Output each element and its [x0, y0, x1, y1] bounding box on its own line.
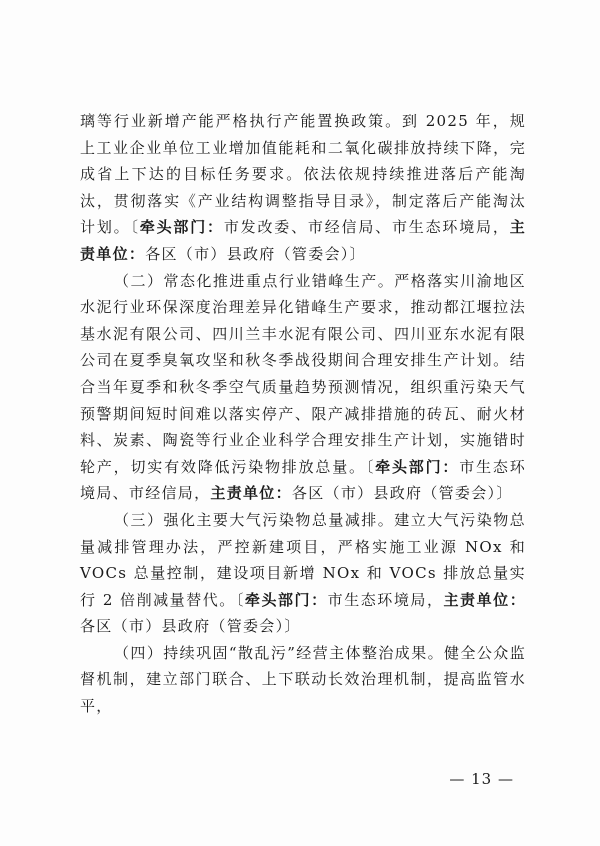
- bold-label: 牵头部门：: [244, 590, 328, 609]
- paragraph-4: [80, 640, 526, 720]
- paragraph-text: （二）常态化推进重点行业错峰生产。严格落实川渝地区水泥行业环保深度治理差异化错峰生产要求，推动都江堰拉法基水泥有限公司、四川兰丰水泥有限公司、四川亚东水泥有限公司在夏季臭氧攻坚和秋冬季战役期间合理安排生产计划。结合当年夏季和秋冬季空气质量趋势预测情况，组织重污染天气预警期间短时间难以落实停产、限产减排措施的砖瓦、耐火材料、炭素、陶瓷等行业企业科学合理安排生产计划，实施错时轮产，切实有效降低污染物排放总量。〔: [80, 271, 526, 476]
- paragraph-text: 市生态环境局，: [327, 590, 444, 609]
- paragraph-text: 市生态环境局、市经信局，: [80, 457, 526, 503]
- document-body: [80, 108, 526, 720]
- paragraph-3: [80, 507, 526, 640]
- bold-label: 主责单位：: [210, 484, 292, 503]
- bold-label: 牵头部门：: [375, 457, 460, 476]
- page-number: — 13 —: [449, 770, 514, 788]
- bold-label: 主责单位：: [80, 218, 526, 263]
- paragraph-1: [80, 108, 526, 268]
- paragraph-text: 各区（市）县政府（管委会）〕: [80, 617, 301, 636]
- paragraph-text: 市发改委、市经信局、市生态环境局，: [223, 218, 510, 237]
- bold-label: 牵头部门：: [139, 218, 224, 237]
- bold-label: 主责单位：: [443, 590, 526, 609]
- paragraph-text: （四）持续巩固“散乱污”经营主体整治成果。健全公众监督机制，建立部门联合、上下联动长效治理机制，提高监管水平，: [80, 643, 526, 716]
- paragraph-text: 各区（市）县政府（管委会）〕: [291, 484, 513, 503]
- paragraph-text: （三）强化主要大气污染物总量减排。建立大气污染物总量减排管理办法，严控新建项目，严格实施工业源 NOx 和 VOCs 总量控制，建设项目新增 NOx 和 VOCs 排放总量实行 2 倍削减量替代。〔: [80, 510, 526, 609]
- paragraph-text: 璃等行业新增产能严格执行产能置换政策。到 2025 年，规上工业企业单位工业增加值能耗和二氧化碳排放持续下降，完成省上下达的目标任务要求。依法依规持续推进落后产能淘汰，贯彻落实《产业结构调整指导目录》，制定落后产能淘汰计划。〔: [80, 112, 526, 237]
- paragraph-text: 各区（市）县政府（管委会）〕: [145, 244, 366, 263]
- paragraph-2: [80, 268, 526, 507]
